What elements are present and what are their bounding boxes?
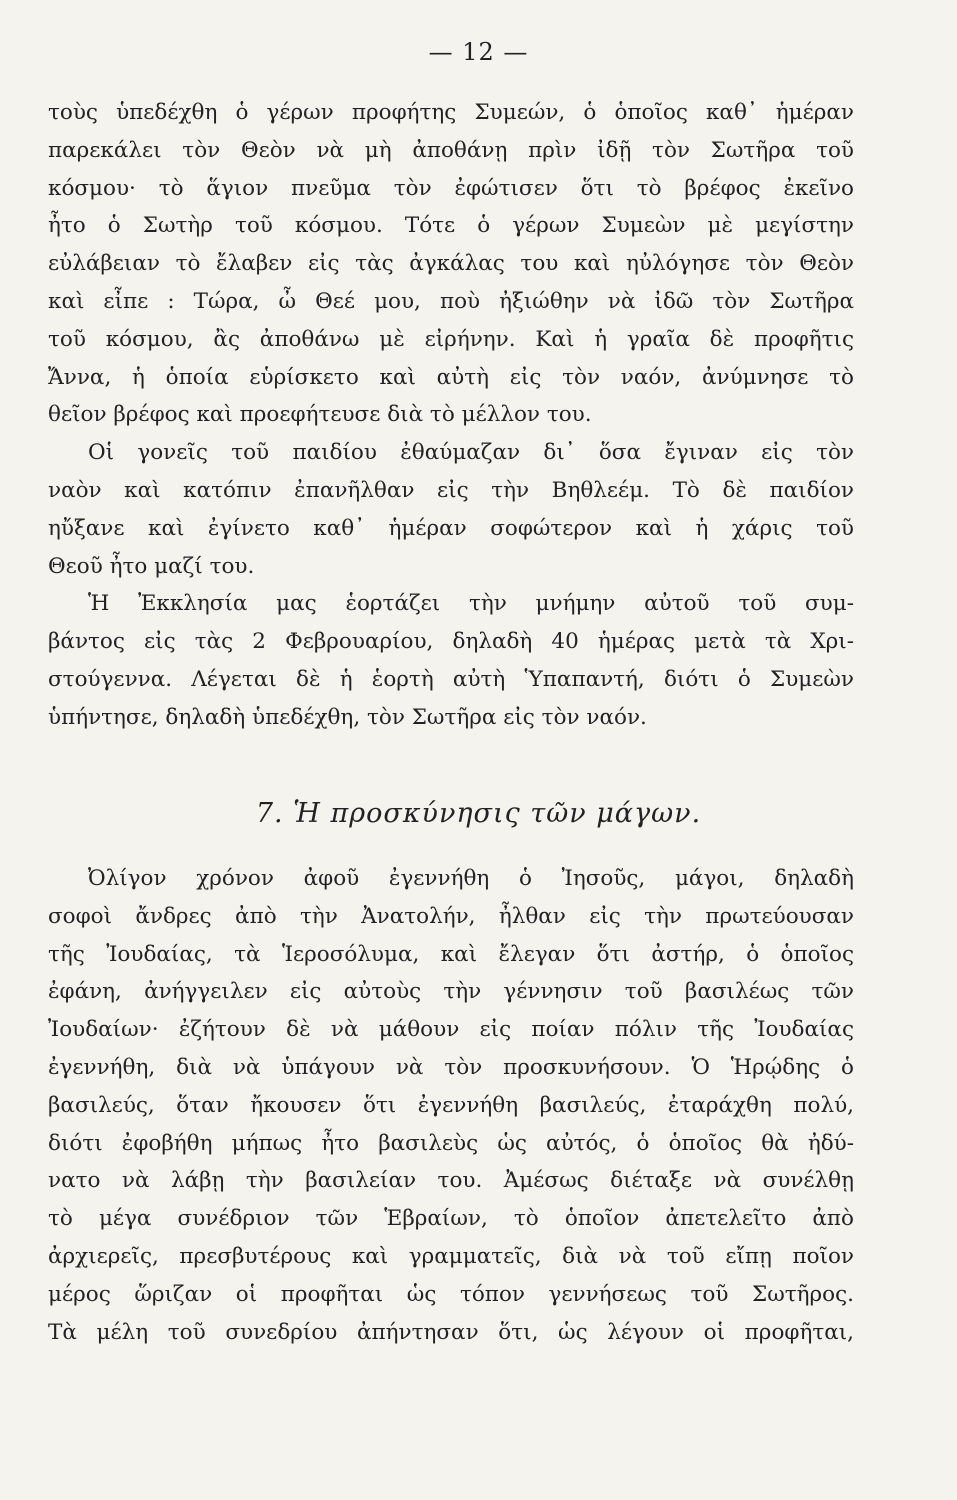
text-line: ναὸν καὶ κατόπιν ἐπανῆλθαν εἰς τὴν Βηθλεέμ. Τὸ δὲ παιδίον [48, 477, 854, 503]
text-line: τὸ μέγα συνέδριον τῶν Ἑβραίων, τὸ ὁποῖον ἀπετελεῖτο ἀπὸ [48, 1206, 854, 1232]
text-line: ἀρχιερεῖς, πρεσβυτέρους καὶ γραμματεῖς, διὰ νὰ τοῦ εἴπῃ ποῖον [48, 1243, 854, 1269]
text-line: βασιλεύς, ὅταν ἤκουσεν ὅτι ἐγεννήθη βασιλεύς, ἐταράχθη πολύ, [48, 1092, 854, 1118]
section-heading: 7. Ἡ προσκύνησις τῶν μάγων. [255, 798, 702, 829]
text-line: τοῦ κόσμου, ἂς ἀποθάνω μὲ εἰρήνην. Καὶ ἡ γραῖα δὲ προφῆτις [48, 326, 854, 352]
text-line: καὶ εἶπε : Τώρα, ὦ Θεέ μου, ποὺ ἠξιώθην νὰ ἰδῶ τὸν Σωτῆρα [48, 288, 854, 314]
text-line: βάντος εἰς τὰς 2 Φεβρουαρίου, δηλαδὴ 40 ἡμέρας μετὰ τὰ Χρι- [48, 629, 854, 655]
text-line: ἐγεννήθη, διὰ νὰ ὑπάγουν νὰ τὸν προσκυνήσουν. Ὁ Ἡρῴδης ὁ [48, 1054, 854, 1080]
text-line: διότι ἐφοβήθη μήπως ἦτο βασιλεὺς ὡς αὐτός, ὁ ὁποῖος θὰ ἠδύ- [48, 1130, 854, 1156]
text-line: Ἄννα, ἡ ὁποία εὑρίσκετο καὶ αὐτὴ εἰς τὸν ναόν, ἀνύμνησε τὸ [48, 364, 854, 390]
body-text-top [48, 94, 854, 737]
text-line: νατο νὰ λάβῃ τὴν βασιλείαν του. Ἀμέσως διέταξε νὰ συνέλθῃ [48, 1168, 854, 1194]
text-line: ἦτο ὁ Σωτὴρ τοῦ κόσμου. Τότε ὁ γέρων Συμεὼν μὲ μεγίστην [48, 213, 854, 239]
text-line: ὑπήντησε, δηλαδὴ ὑπεδέχθη, τὸν Σωτῆρα εἰς τὸν ναόν. [48, 704, 647, 730]
text-line: ηὔξανε καὶ ἐγίνετο καθ᾽ ἡμέραν σοφώτερον καὶ ἡ χάρις τοῦ [48, 515, 854, 541]
text-line: μέρος ὥριζαν οἱ προφῆται ὡς τόπον γεννήσεως τοῦ Σωτῆρος. [48, 1281, 854, 1307]
text-line: ἐφάνη, ἀνήγγειλεν εἰς αὐτοὺς τὴν γέννησιν τοῦ βασιλέως τῶν [48, 979, 854, 1005]
page-number: — 12 — [428, 38, 529, 66]
text-line: θεῖον βρέφος καὶ προεφήτευσε διὰ τὸ μέλλον του. [48, 402, 592, 428]
text-line: στούγεννα. Λέγεται δὲ ἡ ἑορτὴ αὐτὴ Ὑπαπαντή, διότι ὁ Συμεὼν [48, 666, 854, 692]
text-line: Ἡ Ἐκκλησία μας ἑορτάζει τὴν μνήμην αὐτοῦ τοῦ συμ- [88, 591, 854, 617]
text-line: σοφοὶ ἄνδρες ἀπὸ τὴν Ἀνατολήν, ἦλθαν εἰς τὴν πρωτεύουσαν [48, 903, 854, 929]
text-line: παρεκάλει τὸν Θεὸν νὰ μὴ ἀποθάνῃ πρὶν ἰδῇ τὸν Σωτῆρα τοῦ [48, 137, 854, 163]
text-line: τοὺς ὑπεδέχθη ὁ γέρων προφήτης Συμεών, ὁ ὁποῖος καθ᾽ ἡμέραν [48, 100, 854, 125]
text-line: Ὀλίγον χρόνον ἀφοῦ ἐγεννήθη ὁ Ἰησοῦς, μάγοι, δηλαδὴ [88, 866, 854, 891]
text-line: τῆς Ἰουδαίας, τὰ Ἱεροσόλυμα, καὶ ἔλεγαν ὅτι ἀστήρ, ὁ ὁποῖος [48, 941, 854, 967]
body-text-bottom [48, 860, 854, 1351]
text-line: Τὰ μέλη τοῦ συνεδρίου ἀπήντησαν ὅτι, ὡς λέγουν οἱ προφῆται, [48, 1319, 854, 1345]
text-line: Ἰουδαίων· ἐζήτουν δὲ νὰ μάθουν εἰς ποίαν πόλιν τῆς Ἰουδαίας [48, 1017, 854, 1043]
text-line: Θεοῦ ἦτο μαζί του. [48, 553, 255, 579]
text-line: εὐλάβειαν τὸ ἔλαβεν εἰς τὰς ἀγκάλας του καὶ ηὐλόγησε τὸν Θεὸν [48, 251, 854, 277]
text-line: κόσμου· τὸ ἅγιον πνεῦμα τὸν ἐφώτισεν ὅτι τὸ βρέφος ἐκεῖνο [48, 175, 854, 201]
text-line: Οἱ γονεῖς τοῦ παιδίου ἐθαύμαζαν δι᾽ ὅσα ἔγιναν εἰς τὸν [88, 440, 854, 466]
